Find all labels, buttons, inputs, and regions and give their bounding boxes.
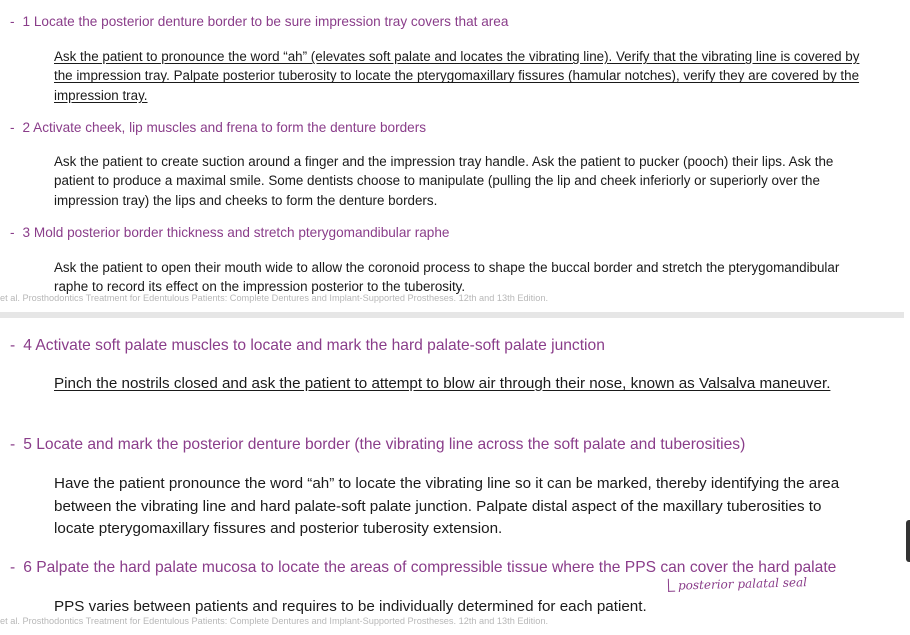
- step-5-text: Have the patient pronounce the word “ah” to locate the vibrating line so it can be marked, thereby identifying the area between the vibrating line and hard palate-soft palate junction. Palpate distal aspect of the maxillary tuberosities to locate pterygomaxillary fissures and posterior tuberosity extension.: [54, 475, 840, 537]
- step-number: 5: [23, 436, 32, 453]
- step-title: Palpate the hard palate mucosa to locate the areas of compressible tissue where the PPS can cover the hard palate: [36, 559, 837, 576]
- step-title: Locate the posterior denture border to be sure impression tray covers that area: [33, 14, 509, 29]
- step-number: 6: [23, 559, 32, 576]
- step-number: 2: [22, 120, 31, 135]
- scrollbar-handle[interactable]: [906, 520, 910, 562]
- bullet-dash: -: [10, 436, 16, 453]
- step-title: Mold posterior border thickness and stretch pterygomandibular raphe: [33, 225, 450, 240]
- citation-footer: et al. Prosthodontics Treatment for Edentulous Patients: Complete Dentures and Implant-Supported Prostheses. 12th and 13th Edition.: [0, 616, 548, 626]
- document-page-1: [0, 0, 904, 312]
- step-4-text: Pinch the nostrils closed and ask the patient to attempt to blow air through their nose, known as Valsalva maneuver.: [54, 375, 831, 392]
- citation-footer: et al. Prosthodontics Treatment for Edentulous Patients: Complete Dentures and Implant-Supported Prostheses. 12th and 13th Edition.: [0, 293, 548, 303]
- step-2-heading: [10, 120, 426, 135]
- step-6-heading: [10, 559, 836, 577]
- step-6-text: PPS varies between patients and requires to be individually determined for each patient.: [54, 598, 647, 615]
- step-1-heading: [10, 14, 508, 29]
- step-title: Activate soft palate muscles to locate and mark the hard palate-soft palate junction: [35, 337, 605, 354]
- step-4-heading: [10, 337, 605, 355]
- bullet-dash: -: [10, 120, 15, 135]
- bullet-dash: -: [10, 225, 15, 240]
- step-1-text: Ask the patient to pronounce the word “ah” (elevates soft palate and locates the vibrating line). Verify that the vibrating line is covered by the impression tray. Palpate posterior tuberosity to locate the pterygomaxillary fissures (hamular notches), verify they are covered by the impression tray.: [54, 49, 860, 103]
- step-number: 1: [22, 14, 31, 29]
- step-3-heading: [10, 225, 449, 240]
- handwritten-note-text: posterior palatal seal: [677, 575, 808, 593]
- step-number: 3: [22, 225, 31, 240]
- bullet-dash: -: [10, 337, 16, 354]
- step-3-text: Ask the patient to open their mouth wide to allow the coronoid process to shape the buccal border and stretch the pterygomandibular raphe to record its effect on the impression posterior to the tuberosity.: [54, 260, 840, 295]
- step-title: Activate cheek, lip muscles and frena to form the denture borders: [33, 120, 427, 135]
- step-number: 4: [23, 337, 32, 354]
- step-title: Locate and mark the posterior denture border (the vibrating line across the soft palate and tuberosities): [36, 436, 746, 453]
- bullet-dash: -: [10, 559, 16, 576]
- step-5-heading: [10, 436, 745, 454]
- step-2-text: Ask the patient to create suction around a finger and the impression tray handle. Ask the patient to pucker (pooch) their lips. Ask the patient to produce a maximal smile. Some dentists choose to manipulate (pulling the lip and cheek inferiorly or superiorly over the impression tray) the lips and cheeks to form the denture borders.: [54, 154, 834, 208]
- bracket-mark: [668, 579, 675, 592]
- bullet-dash: -: [10, 14, 15, 29]
